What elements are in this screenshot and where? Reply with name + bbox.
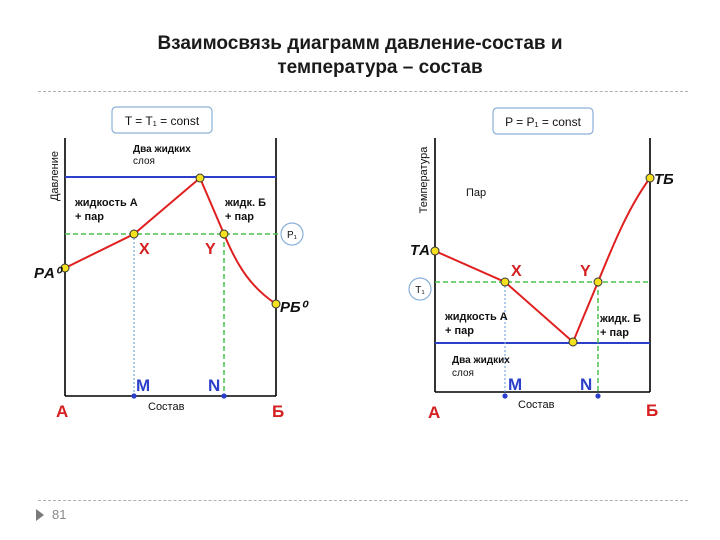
right-region-right-2: + пар (600, 327, 629, 339)
left-m-label: M (136, 376, 151, 395)
left-pa0-label: PА⁰ (34, 265, 61, 282)
left-diagram (34, 107, 310, 421)
left-point-eutectic (196, 174, 204, 182)
left-region-top-2: слоя (133, 156, 155, 167)
right-diagram (409, 108, 674, 422)
right-point-eutectic (569, 338, 577, 346)
right-condition-label: P = P₁ = const (505, 115, 581, 129)
right-point-y (594, 278, 602, 286)
left-region-top-1: Два жидких (133, 144, 191, 155)
right-region-bottom-1: Два жидких (452, 355, 510, 366)
title-line-1: Взаимосвязь диаграмм давление-состав и (157, 33, 563, 54)
left-component-b: Б (272, 402, 285, 421)
right-point-y-label: Y (580, 263, 591, 280)
right-n-label: N (580, 375, 593, 394)
right-region-bottom-2: слоя (452, 368, 474, 379)
left-region-right-1: жидк. Б (225, 197, 267, 209)
left-component-a: А (56, 402, 69, 421)
title-line-2: температура – состав (277, 57, 483, 78)
left-condition-label: T = T₁ = const (124, 114, 200, 128)
right-component-b: Б (646, 401, 659, 420)
right-t1-label: T₁ (415, 285, 425, 296)
left-point-y-label: Y (205, 241, 216, 258)
right-region-vapor: Пар (466, 187, 487, 199)
left-point-x (130, 230, 138, 238)
left-n-label: N (208, 376, 221, 395)
left-region-left-1: жидкость А (75, 197, 138, 209)
right-point-ta (431, 247, 439, 255)
left-region-left-2: + пар (75, 211, 104, 223)
left-curve-b (224, 234, 276, 304)
left-x-axis-label: Состав (148, 401, 185, 413)
right-region-right-1: жидк. Б (600, 313, 642, 325)
left-dot-n (221, 393, 226, 398)
right-dot-m (502, 393, 507, 398)
right-ta-label: TА (410, 242, 430, 259)
right-m-label: M (508, 375, 523, 394)
left-point-y (220, 230, 228, 238)
right-region-left-2: + пар (445, 325, 474, 337)
right-point-x-label: X (511, 263, 522, 280)
slide-nav-arrow-icon[interactable] (36, 509, 44, 521)
left-point-x-label: X (139, 241, 150, 258)
right-point-tb (646, 174, 654, 182)
left-pb0-label: PБ⁰ (280, 299, 307, 316)
right-dot-n (595, 393, 600, 398)
left-p1-label: P₁ (286, 230, 298, 241)
right-tb-label: TБ (654, 171, 674, 188)
left-point-pb0 (272, 300, 280, 308)
right-point-x (501, 278, 509, 286)
left-region-right-2: + пар (225, 211, 254, 223)
right-component-a: А (428, 403, 441, 422)
right-x-axis-label: Состав (518, 399, 555, 411)
right-region-left-1: жидкость А (445, 311, 508, 323)
page-number: 81 (52, 507, 67, 522)
left-point-pa0 (61, 264, 69, 272)
right-curve-b (598, 178, 650, 282)
left-y-axis-label: Давление (49, 150, 61, 202)
right-y-axis-label: Температура (418, 146, 430, 214)
